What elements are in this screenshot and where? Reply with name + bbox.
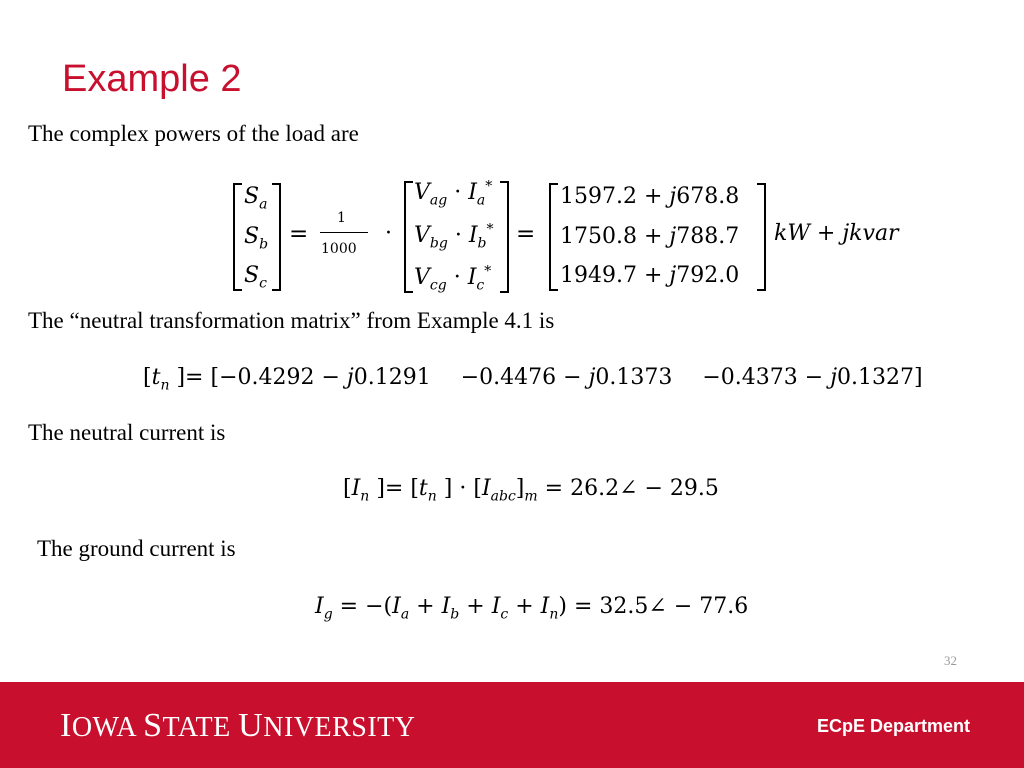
lhs-vector <box>244 184 269 292</box>
results-right-bracket <box>757 183 766 291</box>
products-left-bracket <box>404 181 413 293</box>
lhs-left-bracket <box>233 183 242 291</box>
result-row: 1949.7 + j792.0 <box>560 263 740 288</box>
intro-text: The complex powers of the load are <box>28 121 359 146</box>
neutral-current-result: 26.2∠ − 29.5 <box>570 476 719 501</box>
ground-current-text: The ground current is <box>37 536 236 561</box>
neutral-transformation-equation: [$t_n$ ]= [−0.4292 − j0.1291 −0.4476 − j0.1373 −0.4373 − j0.1327] <box>143 365 923 394</box>
fraction-bar <box>320 232 368 233</box>
result-row: 1750.8 + j788.7 <box>560 223 740 249</box>
dot-operator: · <box>385 221 392 246</box>
footer-bar <box>0 682 1024 768</box>
product-row: $V_{ag} \cdot I_a^*$ <box>414 178 493 209</box>
neutral-current-text: The neutral current is <box>28 420 226 445</box>
page-number: 32 <box>944 653 957 668</box>
products-vector <box>414 178 494 294</box>
results-vector <box>560 184 739 288</box>
fraction-denominator: 1000 <box>321 241 357 257</box>
product-row: $V_{cg} \cdot I_c^*$ <box>414 263 492 294</box>
ground-current-result: 32.5∠ − 77.6 <box>599 594 749 619</box>
result-row: 1597.2 + j678.8 <box>560 184 740 209</box>
product-row: $V_{bg} \cdot I_b^*$ <box>414 221 494 251</box>
department-label: ECpE Department <box>816 716 970 736</box>
ground-current-equation: $I_g = -(I_a + I_b + I_c + I_n)$ = 32.5∠ − 77.6 <box>315 594 749 623</box>
equals-sign: = <box>516 221 536 247</box>
units-label: kW + jkvar <box>774 221 899 246</box>
equals-sign: = <box>289 221 309 247</box>
lhs-row: $S_c$ <box>244 263 267 292</box>
lhs-row: $S_a$ <box>244 184 268 213</box>
lhs-right-bracket <box>272 183 281 291</box>
neutral-current-equation: [$I_n$ ]= [$t_n$ ] · $[I_{abc}]_m$ = 26.2∠ − 29.5 <box>343 476 719 505</box>
fraction-numerator: 1 <box>337 210 346 226</box>
neutral-matrix-text: The “neutral transformation matrix” from Example 4.1 is <box>28 308 555 333</box>
university-wordmark: IOWA STATE UNIVERSITY <box>60 707 416 744</box>
slide-title: Example 2 <box>62 58 242 100</box>
results-left-bracket <box>549 183 558 291</box>
lhs-row: $S_b$ <box>244 223 269 252</box>
products-right-bracket <box>500 181 509 293</box>
